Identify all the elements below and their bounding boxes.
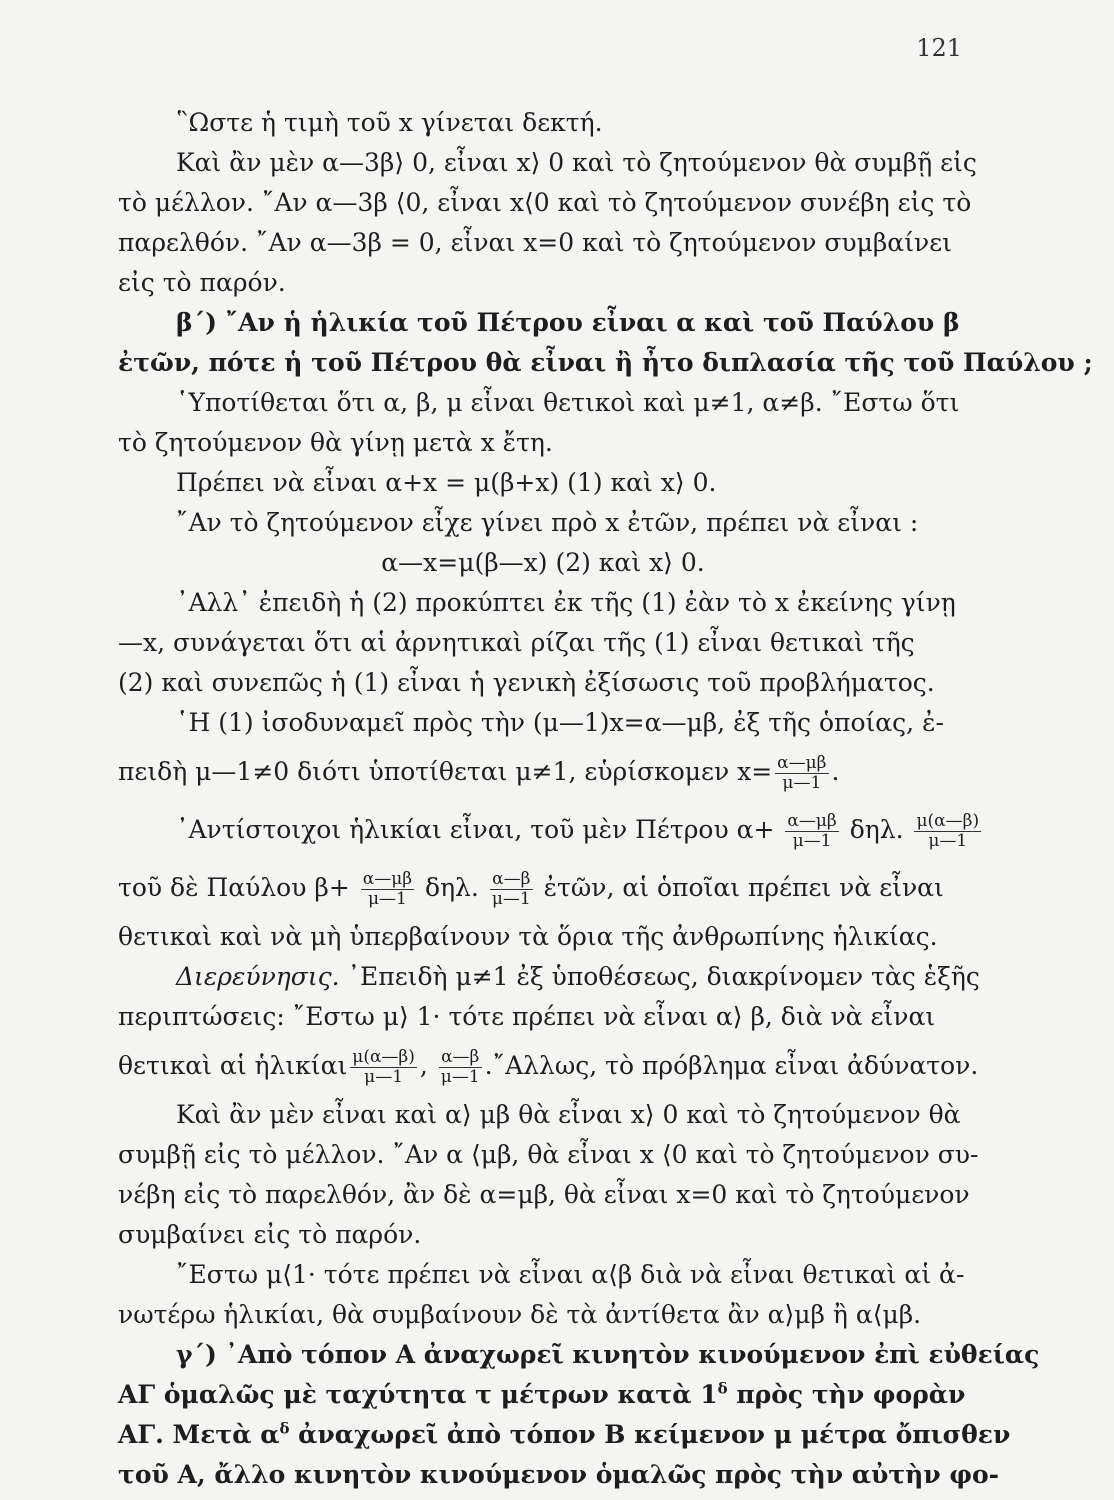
fraction <box>490 870 533 909</box>
text-span: ᾽Επειδὴ μ≠1 ἐξ ὑποθέσεως, διακρίνομεν τὰς ἑξῆς <box>347 962 980 991</box>
fraction <box>361 870 414 909</box>
text-span: γ΄) ᾽Απὸ τόπον Α ἀναχωρεῖ κινητὸν κινούμενον ἐπὶ εὐθείας <box>176 1340 1040 1369</box>
text-line: ῎Εστω μ⟨1· τότε πρέπει νὰ εἶναι α⟨β διὰ νὰ εἶναι θετικαὶ αἱ ἀ- <box>176 1260 965 1289</box>
fraction <box>914 812 981 851</box>
fraction-numerator: α—β <box>439 1048 482 1068</box>
fraction-numerator: α—β <box>490 870 533 890</box>
text-span: δηλ. <box>849 815 904 844</box>
text-line: νωτέρω ἡλικίαι, θὰ συμβαίνουν δὲ τὰ ἀντίθετα ἂν α⟩μβ ἢ α⟨μβ. <box>118 1300 922 1329</box>
fraction-numerator: μ(α—β) <box>352 1047 415 1067</box>
problem-heading-b-cont: ἐτῶν, πότε ἡ τοῦ Πέτρου θὰ εἶναι ἢ ἦτο διπλασία τῆς τοῦ Παύλου ; <box>118 348 1093 377</box>
fraction <box>785 812 838 851</box>
text-line: θετικαὶ καὶ νὰ μὴ ὑπερβαίνουν τὰ ὅρια τῆς ἀνθρωπίνης ἡλικίας. <box>118 922 938 951</box>
text-span: δηλ. <box>425 873 479 902</box>
text-block <box>118 103 1093 1495</box>
problem-heading-c <box>118 1335 1040 1375</box>
fraction-numerator: μ(α—β) <box>916 811 980 831</box>
text-span: ᾽Αντίστοιχοι ἡλικίαι εἶναι, τοῦ μὲν Πέτρου α+ <box>176 815 775 844</box>
fraction-denominator: μ—1 <box>491 889 531 909</box>
text-span: ΑΓ. Μετὰ α <box>118 1420 280 1449</box>
superscript: δ <box>279 1419 290 1438</box>
text-line: νέβη εἰς τὸ παρελθόν, ἂν δὲ α=μβ, θὰ εἶναι x=0 καὶ τὸ ζητούμενον <box>118 1180 970 1209</box>
equation-line: Πρέπει νὰ εἶναι α+x = μ(β+x) (1) καὶ x⟩ 0. <box>176 468 717 497</box>
fraction-numerator: α—μβ <box>362 869 413 889</box>
fraction-line <box>118 801 980 859</box>
text-span: ΑΓ ὁμαλῶς μὲ ταχύτητα τ μέτρων κατὰ 1 <box>118 1380 718 1409</box>
text-line: ῾Υποτίθεται ὅτι α, β, μ εἶναι θετικοὶ καὶ μ≠1, α≠β. ῎Εστω ὅτι <box>176 388 960 417</box>
page-number: 121 <box>916 34 962 62</box>
fraction-denominator: μ—1 <box>792 831 832 851</box>
text-span: .῎Αλλως, τὸ πρόβλημα εἶναι ἀδύνατον. <box>484 1051 979 1080</box>
fraction <box>439 1048 482 1087</box>
text-line: ᾽Αλλ᾽ ἐπειδὴ ἡ (2) προκύπτει ἐκ τῆς (1) ἐὰν τὸ x ἐκείνης γίνῃ <box>176 588 956 617</box>
discussion-label: Διερεύνησις. <box>176 962 340 991</box>
text-span: ἀναχωρεῖ ἀπὸ τόπον Β κείμενον μ μέτρα ὄπισθεν <box>289 1420 1011 1449</box>
text-span: πρὸς τὴν φορὰν <box>727 1380 966 1409</box>
text-line: Καὶ ἂν μὲν εἶναι καὶ α⟩ μβ θὰ εἶναι x⟩ 0 καὶ τὸ ζητούμενον θὰ <box>176 1100 961 1129</box>
text-line: ῝Ωστε ἡ τιμὴ τοῦ x γίνεται δεκτή. <box>176 108 603 137</box>
fraction-denominator: μ—1 <box>367 889 407 909</box>
text-line: συμβαίνει εἰς τὸ παρόν. <box>118 1220 422 1249</box>
fraction-line <box>118 1037 979 1095</box>
text-line: ῎Αν τὸ ζητούμενον εἶχε γίνει πρὸ x ἐτῶν, πρέπει νὰ εἶναι : <box>176 508 919 537</box>
fraction <box>350 1048 417 1087</box>
discussion-line <box>118 957 980 997</box>
text-span: . <box>831 757 840 786</box>
text-line: εἰς τὸ παρόν. <box>118 268 286 297</box>
problem-heading-c-cont <box>118 1375 968 1415</box>
problem-heading-b: β΄) ῎Αν ἡ ἡλικία τοῦ Πέτρου εἶναι α καὶ τοῦ Παύλου β <box>176 308 960 337</box>
problem-heading-c-cont <box>118 1415 1011 1455</box>
text-span: , <box>419 1051 428 1080</box>
fraction-line <box>118 859 968 917</box>
superscript: δ <box>717 1379 728 1398</box>
text-line: τὸ ζητούμενον θὰ γίνῃ μετὰ x ἔτη. <box>118 428 553 457</box>
text-span: θετικαὶ αἱ ἡλικίαι <box>118 1051 348 1080</box>
fraction-denominator: μ—1 <box>928 831 968 851</box>
text-span: τοῦ Α, ἄλλο κινητὸν κινούμενον ὁμαλῶς πρὸς τὴν αὐτὴν φο- <box>118 1460 1000 1489</box>
text-line: τὸ μέλλον. ῎Αν α—3β ⟨0, εἶναι x⟨0 καὶ τὸ ζητούμενον συνέβη εἰς τὸ <box>118 188 972 217</box>
text-line: παρελθόν. ῎Αν α—3β = 0, εἶναι x=0 καὶ τὸ ζητούμενον συμβαίνει <box>118 228 952 257</box>
equation-line: α—x=μ(β—x) (2) καὶ x⟩ 0. <box>381 548 705 577</box>
fraction-denominator: μ—1 <box>440 1067 480 1087</box>
text-line: περιπτώσεις: ῎Εστω μ⟩ 1· τότε πρέπει νὰ εἶναι α⟩ β, διὰ νὰ εἶναι <box>118 1002 936 1031</box>
fraction <box>775 754 828 793</box>
fraction-numerator: α—μβ <box>787 811 837 831</box>
text-line: —x, συνάγεται ὅτι αἱ ἀρνητικαὶ ρίζαι τῆς (1) εἶναι θετικαὶ τῆς <box>118 628 915 657</box>
text-span: τοῦ δὲ Παύλου β+ <box>118 873 350 902</box>
fraction-line <box>118 743 968 801</box>
problem-heading-c-cont <box>118 1455 1000 1495</box>
fraction-numerator: α—μβ <box>777 753 827 773</box>
fraction-denominator: μ—1 <box>782 773 822 793</box>
text-span: ἐτῶν, αἱ ὁποῖαι πρέπει νὰ εἶναι <box>543 873 944 902</box>
fraction-denominator: μ—1 <box>364 1067 404 1087</box>
text-span: πειδὴ μ—1≠0 διότι ὑποτίθεται μ≠1, εὑρίσκομεν x= <box>118 757 773 786</box>
text-line: ῾Η (1) ἰσοδυναμεῖ πρὸς τὴν (μ—1)x=α—μβ, ἐξ τῆς ὁποίας, ἐ- <box>176 708 944 737</box>
text-line: συμβῇ εἰς τὸ μέλλον. ῎Αν α ⟨μβ, θὰ εἶναι x ⟨0 καὶ τὸ ζητούμενον συ- <box>118 1140 979 1169</box>
text-line: Καὶ ἂν μὲν α—3β⟩ 0, εἶναι x⟩ 0 καὶ τὸ ζητούμενον θὰ συμβῇ εἰς <box>176 148 977 177</box>
text-line: (2) καὶ συνεπῶς ἡ (1) εἶναι ἡ γενικὴ ἐξίσωσις τοῦ προβλήματος. <box>118 668 935 697</box>
